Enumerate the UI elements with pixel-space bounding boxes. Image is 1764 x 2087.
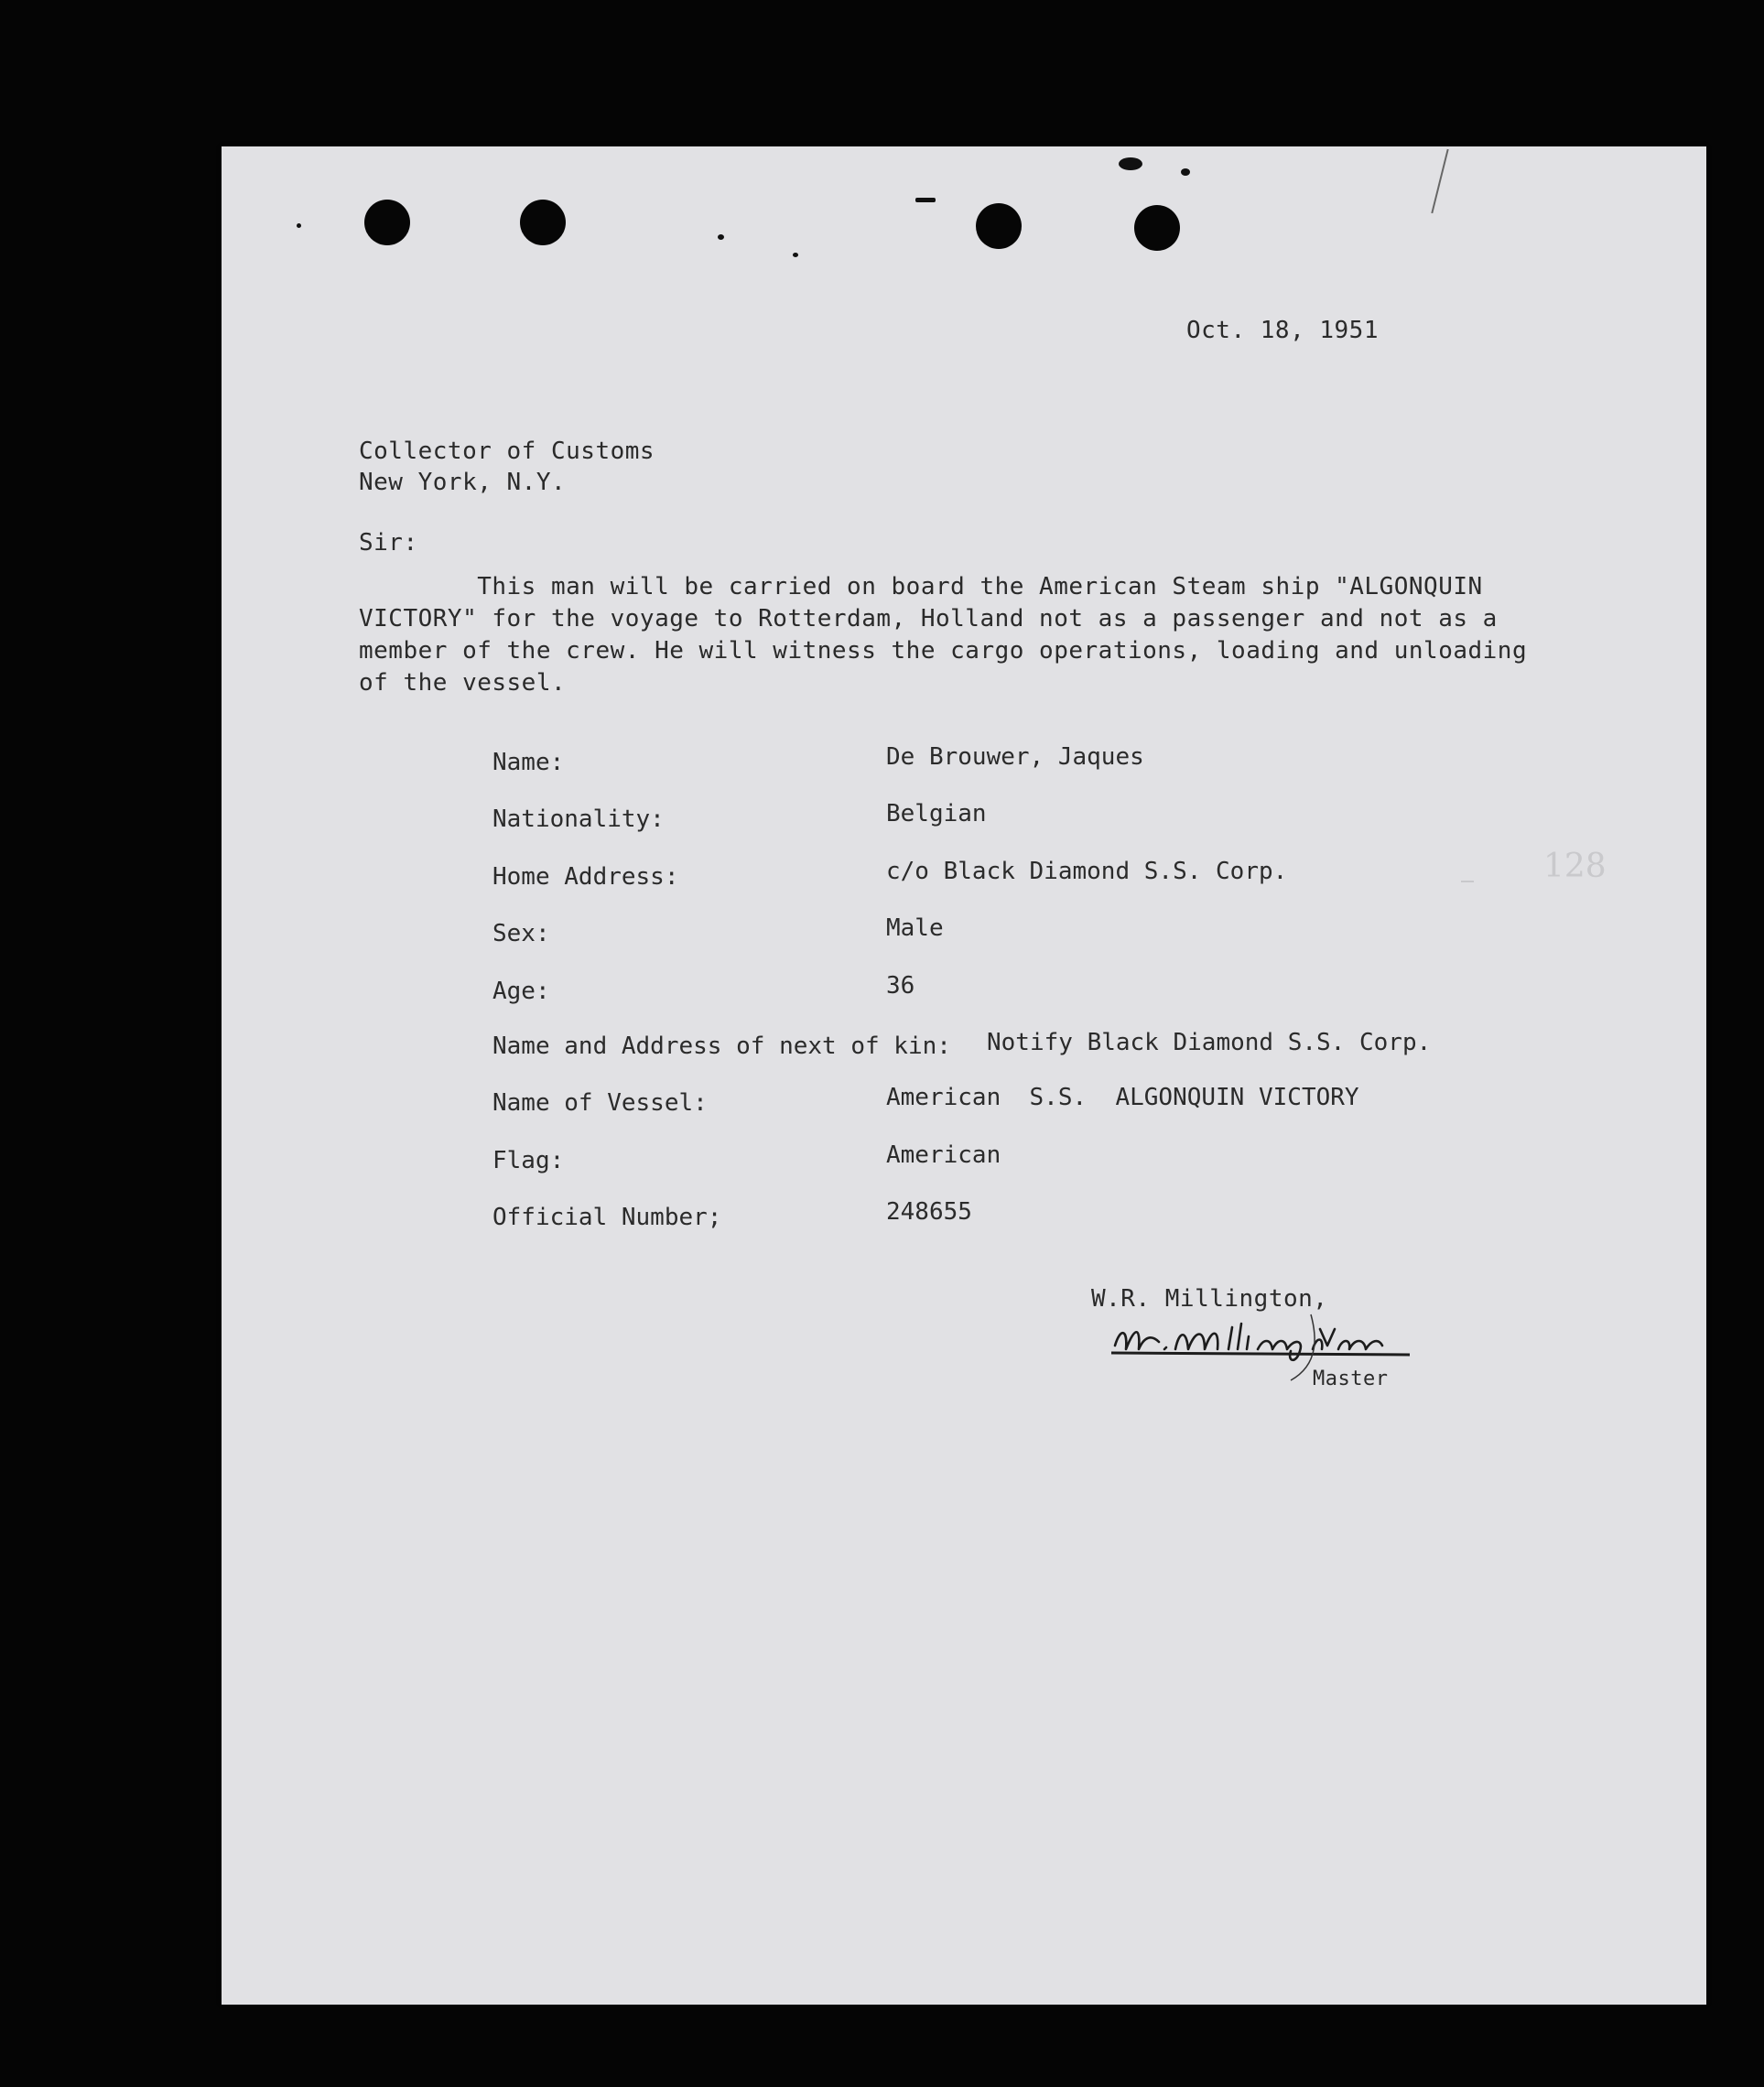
letter-date: Oct. 18, 1951: [1186, 317, 1379, 344]
body-line-3: member of the crew. He will witness the cargo operations, loading and unloading: [359, 637, 1528, 665]
punch-hole: [1134, 205, 1180, 251]
letter-sheet: [222, 146, 1706, 2005]
field-value-name: De Brouwer, Jaques: [886, 743, 1144, 771]
ink-speck: [1119, 157, 1142, 170]
field-value-age: 36: [886, 972, 915, 1000]
signer-title: Master: [1313, 1368, 1389, 1390]
field-label-sex: Sex:: [492, 920, 550, 947]
field-label-flag: Flag:: [492, 1147, 565, 1174]
field-label-official-number: Official Number;: [492, 1204, 722, 1231]
ink-speck: [297, 223, 301, 228]
punch-hole: [520, 200, 566, 245]
salutation: Sir:: [359, 529, 418, 557]
field-value-vessel: American S.S. ALGONQUIN VICTORY: [886, 1084, 1359, 1111]
field-label-name: Name:: [492, 749, 565, 776]
field-value-next-of-kin: Notify Black Diamond S.S. Corp.: [987, 1029, 1432, 1056]
body-line-1: This man will be carried on board the American Steam ship "ALGONQUIN: [359, 573, 1483, 600]
ink-speck: [915, 198, 936, 202]
field-value-flag: American: [886, 1141, 1001, 1169]
ink-speck: [718, 234, 724, 240]
field-value-sex: Male: [886, 914, 944, 942]
field-label-vessel: Name of Vessel:: [492, 1089, 708, 1117]
punch-hole: [976, 203, 1022, 249]
ink-speck: [793, 253, 798, 257]
field-value-home-address: c/o Black Diamond S.S. Corp.: [886, 858, 1288, 885]
field-value-official-number: 248655: [886, 1198, 972, 1226]
field-value-nationality: Belgian: [886, 800, 987, 827]
pencil-stroke: [1431, 149, 1448, 213]
body-line-2: VICTORY" for the voyage to Rotterdam, Holland not as a passenger and not as a: [359, 605, 1498, 633]
field-label-age: Age:: [492, 978, 550, 1005]
addressee-line-2: New York, N.Y.: [359, 469, 567, 496]
margin-dash: [1461, 881, 1474, 882]
field-label-next-of-kin: Name and Address of next of kin:: [492, 1033, 951, 1060]
ink-speck: [1181, 168, 1190, 176]
field-label-home-address: Home Address:: [492, 863, 679, 891]
punch-hole: [364, 200, 410, 245]
addressee-line-1: Collector of Customs: [359, 438, 655, 465]
signer-name: W.R. Millington,: [1091, 1285, 1328, 1313]
margin-number: 128: [1543, 848, 1607, 885]
field-label-nationality: Nationality:: [492, 806, 665, 833]
body-line-4: of the vessel.: [359, 669, 567, 697]
